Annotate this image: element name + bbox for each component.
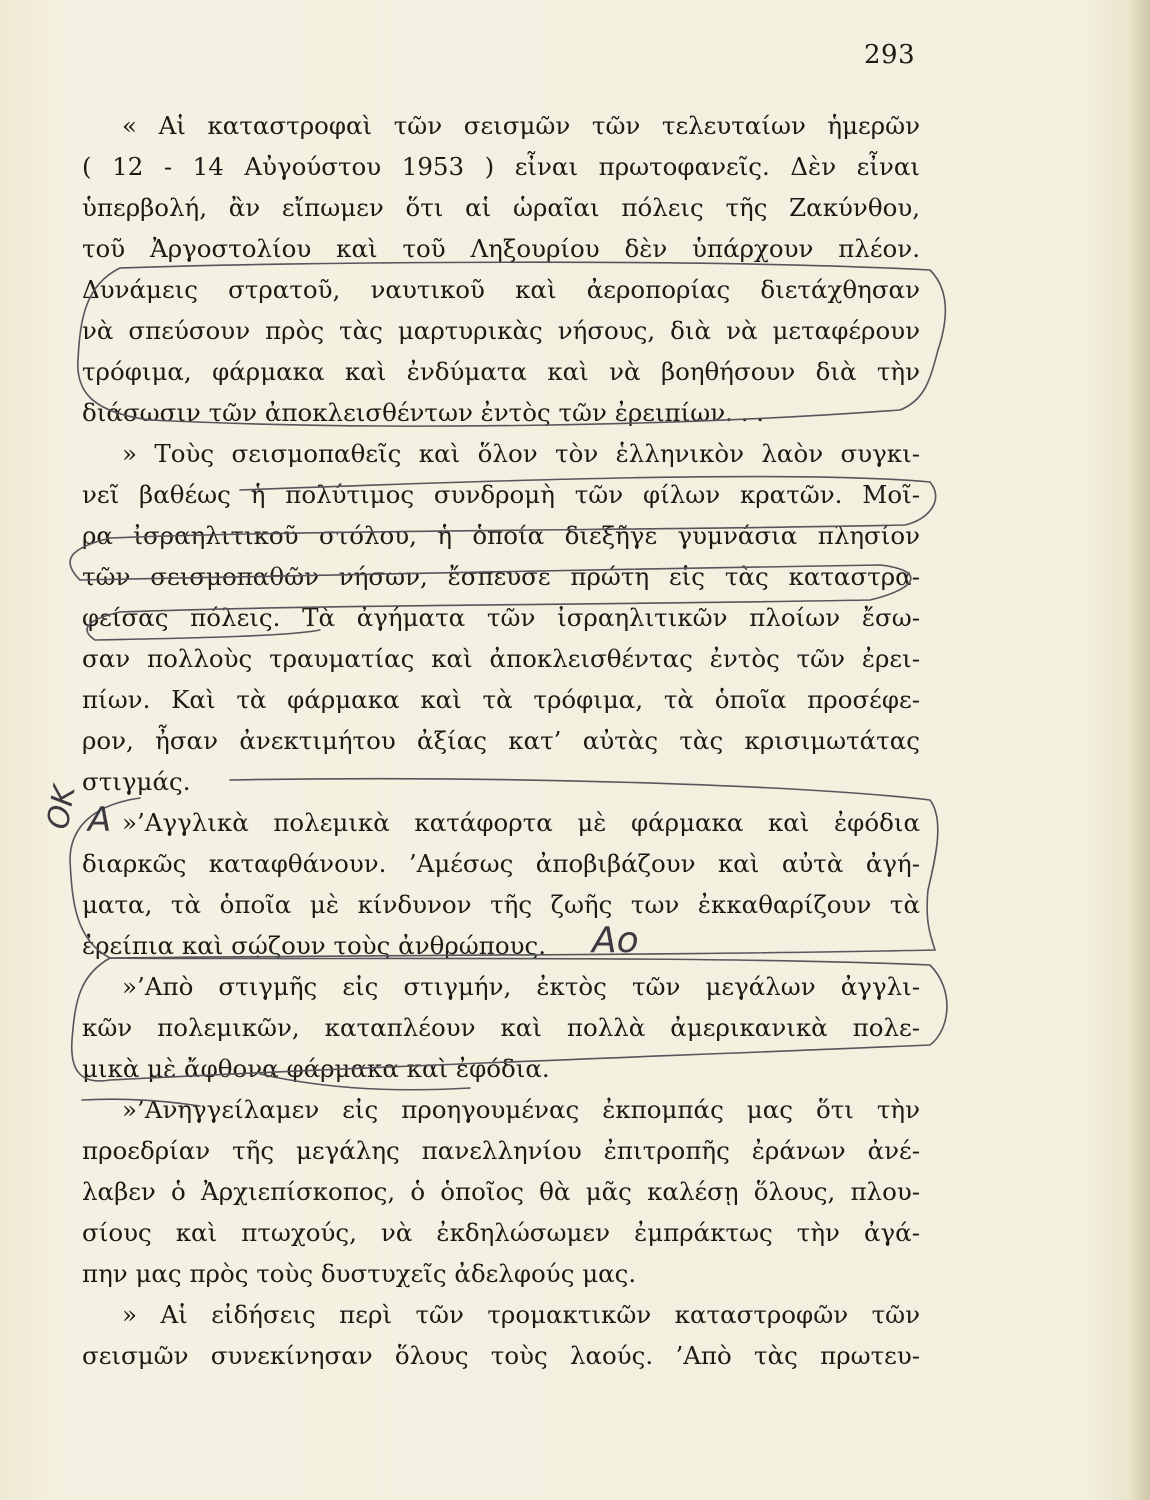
text-line: τρόφιμα, φάρμακα καὶ ἐνδύματα καὶ νὰ βοηθήσουν διὰ τὴν	[82, 357, 920, 386]
body-text	[82, 105, 920, 1376]
text-line: μικὰ μὲ ἄφθονα φάρμακα καὶ ἐφόδια.	[82, 1054, 550, 1083]
text-line: ( 12 - 14 Αὐγούστου 1953 ) εἶναι πρωτοφανεῖς. Δὲν εἶναι	[82, 152, 920, 181]
text-line: ὑπερβολή, ἂν εἴπωμεν ὅτι αἱ ὡραῖαι πόλεις τῆς Ζακύνθου,	[82, 193, 920, 222]
text-line: ρα ἰσραηλιτικοῦ στόλου, ἡ ὁποία διεξῆγε γυμνάσια πλησίον	[82, 521, 920, 550]
text-line: Δυνάμεις στρατοῦ, ναυτικοῦ καὶ ἀεροπορίας διετάχθησαν	[82, 275, 920, 304]
text-line: ρον, ἦσαν ἀνεκτιμήτου ἀξίας κατ’ αὐτὰς τὰς κρισιμωτάτας	[82, 726, 920, 755]
text-line: λαβεν ὁ Ἀρχιεπίσκοπος, ὁ ὁποῖος θὰ μᾶς καλέσῃ ὅλους, πλου-	[82, 1177, 920, 1206]
text-line: κῶν πολεμικῶν, καταπλέουν καὶ πολλὰ ἀμερικανικὰ πολε-	[82, 1013, 920, 1042]
pencil-note-ao: Αο	[592, 920, 639, 961]
text-line: πην μας πρὸς τοὺς δυστυχεῖς ἀδελφούς μας.	[82, 1259, 637, 1288]
margin-note: OK	[40, 783, 83, 832]
page-number: 293	[864, 40, 916, 70]
text-line: τοῦ Ἀργοστολίου καὶ τοῦ Ληξουρίου δὲν ὑπάρχουν πλέον.	[82, 234, 920, 263]
text-line: πίων. Καὶ τὰ φάρμακα καὶ τὰ τρόφιμα, τὰ ὁποῖα προσέφε-	[82, 685, 920, 714]
text-line: » Τοὺς σεισμοπαθεῖς καὶ ὅλον τὸν ἑλληνικὸν λαὸν συγκι-	[122, 439, 920, 468]
text-line: »’Ανηγγείλαμεν εἰς προηγουμένας ἐκπομπάς μας ὅτι τὴν	[122, 1095, 920, 1124]
text-line: σαν πολλοὺς τραυματίας καὶ ἀποκλεισθέντας ἐντὸς τῶν ἐρει-	[82, 644, 920, 673]
text-line: »’Απὸ στιγμῆς εἰς στιγμήν, ἐκτὸς τῶν μεγάλων ἀγγλι-	[122, 972, 920, 1001]
text-line: »’Αγγλικὰ πολεμικὰ κατάφορτα μὲ φάρμακα καὶ ἐφόδια	[122, 808, 920, 837]
page-edge	[1128, 0, 1150, 1500]
text-line: ἐρείπια καὶ σῴζουν τοὺς ἀνθρώπους.	[82, 931, 546, 960]
text-line: ματα, τὰ ὁποῖα μὲ κίνδυνον τῆς ζωῆς των ἐκκαθαρίζουν τὰ	[82, 890, 920, 919]
text-line: « Αἱ καταστροφαὶ τῶν σεισμῶν τῶν τελευταίων ἡμερῶν	[122, 111, 920, 140]
text-line: τῶν σεισμοπαθῶν νήσων, ἔσπευσε πρώτη εἰς τὰς καταστρα-	[82, 562, 920, 591]
text-line: νὰ σπεύσουν πρὸς τὰς μαρτυρικὰς νήσους, διὰ νὰ μεταφέρουν	[82, 316, 920, 345]
margin-note-a: Α	[88, 800, 112, 840]
text-line: διάσωσιν τῶν ἀποκλεισθέντων ἐντὸς τῶν ἐρειπίων. . .	[82, 398, 765, 427]
text-line: » Αἱ εἰδήσεις περὶ τῶν τρομακτικῶν καταστροφῶν τῶν	[122, 1300, 920, 1329]
text-line: στιγμάς.	[82, 767, 191, 796]
text-line: νεῖ βαθέως ἡ πολύτιμος συνδρομὴ τῶν φίλων κρατῶν. Μοῖ-	[82, 480, 920, 509]
text-line: διαρκῶς καταφθάνουν. ’Αμέσως ἀποβιβάζουν καὶ αὐτὰ ἀγή-	[82, 849, 920, 878]
text-line: σίους καὶ πτωχούς, νὰ ἐκδηλώσωμεν ἐμπράκτως τὴν ἀγά-	[82, 1218, 920, 1247]
text-line: προεδρίαν τῆς μεγάλης πανελληνίου ἐπιτροπῆς ἐράνων ἀνέ-	[82, 1136, 920, 1165]
text-line: φείσας πόλεις. Τὰ ἀγήματα τῶν ἰσραηλιτικῶν πλοίων ἔσω-	[82, 603, 920, 632]
text-line: σεισμῶν συνεκίνησαν ὅλους τοὺς λαούς. ’Απὸ τὰς πρωτευ-	[82, 1341, 920, 1370]
